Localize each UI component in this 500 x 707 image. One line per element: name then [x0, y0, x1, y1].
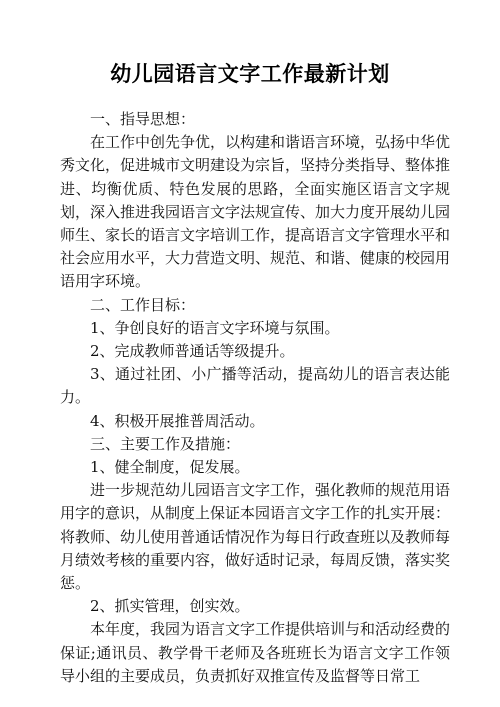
goal-item-4: 4、积极开展推普周活动。	[90, 411, 265, 430]
measure-heading-1: 1、健全制度，促发展。	[90, 458, 250, 477]
document-body	[60, 108, 450, 688]
paragraph-measure-2: 本年度，我园为语言文字工作提供培训与和活动经费的保证;通讯员、教学骨干老师及各班班长为语言文字工作领导小组的主要成员，负责抓好双推宣传及监督等日常工	[60, 620, 451, 685]
goal-item-2: 2、完成教师普通话等级提升。	[90, 342, 295, 361]
document-title: 幼儿园语言文字工作最新计划	[110, 62, 390, 86]
section-heading-work-goals: 二、工作目标：	[90, 295, 196, 314]
measure-heading-2: 2、抓实管理，创实效。	[90, 597, 250, 616]
section-heading-main-work: 三、主要工作及措施：	[90, 434, 241, 453]
paragraph-guiding-thought: 在工作中创先争优，以构建和谐语言环境，弘扬中华优秀文化，促进城市文明建设为宗旨，坚持分类指导、整体推进、均衡优质、特色发展的思路，全面实施区语言文字规划，深入推进我园语言文字法规宣传、加大力度开展幼儿园师生、家长的语言文字培训工作，提高语言文字管理水平和社会应用水平，大力营造文明、规范、和谐、健康的校园用语用字环境。	[60, 133, 451, 291]
goal-item-1: 1、争创良好的语言文字环境与氛围。	[90, 318, 340, 337]
goal-item-3: 3、通过社团、小广播等活动，提高幼儿的语言表达能力。	[60, 365, 450, 407]
section-heading-guiding-thought: 一、指导思想：	[90, 110, 196, 128]
paragraph-measure-1: 进一步规范幼儿园语言文字工作，强化教师的规范用语用字的意识，从制度上保证本园语言文字工作的扎实开展：将教师、幼儿使用普通话情况作为每日行政查班以及教师每月绩效考核的重要内容，做好适时记录，每周反馈，落实奖惩。	[60, 481, 451, 593]
